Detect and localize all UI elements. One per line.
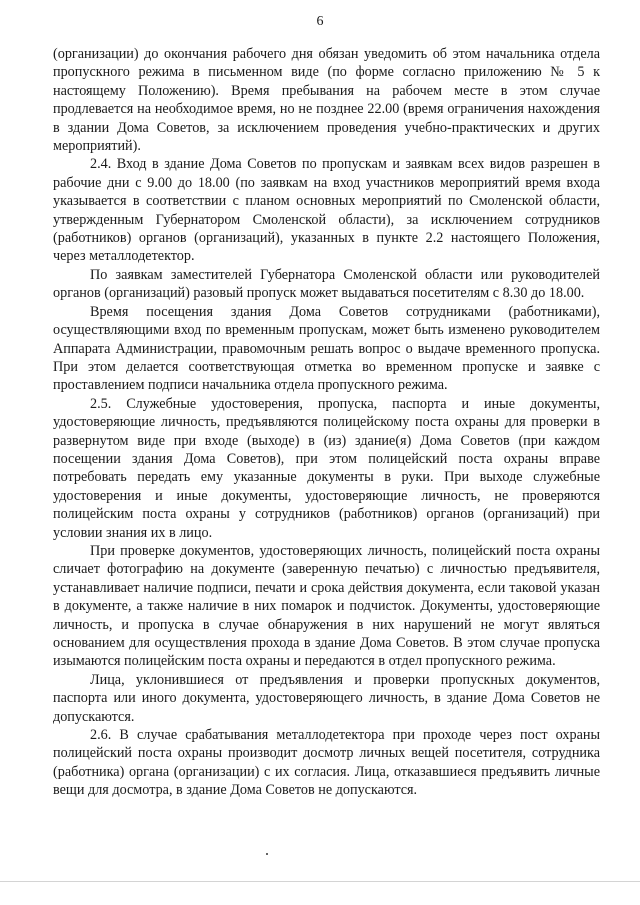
paragraph-document-check: При проверке документов, удостоверяющих личность, полицейский поста охраны сличает фотографию на документе (заверенную печатью) с личностью предъявителя, устанавливает наличие подписи, печати и срока действия документа, если таковой указан в документе, а также наличие в них помарок и подчисток. Документы, удостоверяющие личность, и пропуска в случае обнаружения в них нарушений не могут являться основанием для осуществления прохода в здание Дома Советов. В этом случае пропуска изымаются полицейским поста охраны и передаются в отдел пропускного режима. [53,542,600,670]
paragraph-continuation: (организации) до окончания рабочего дня обязан уведомить об этом начальника отдела пропускного режима в письменном виде (по форме согласно приложению № 5 к настоящему Положению). Время пребывания на рабочем месте в этом случае продлевается на необходимое время, но не позднее 22.00 (время ограничения нахождения в здании Дома Советов, за исключением проведения учебно-практических и других мероприятий). [53,46,600,155]
paragraph-2-5: 2.5. Служебные удостоверения, пропуска, паспорта и иные документы, удостоверяющие личность, предъявляются полицейскому поста охраны для проверки в развернутом виде при входе (выходе) в (из) здание(я) Дома Советов (при каждом посещении здания Дома Советов), при этом полицейский поста охраны вправе потребовать передать ему указанные документы в руки. При выходе служебные удостоверения и иные документы, удостоверяющие личность, не проверяются полицейским поста охраны у сотрудников (работников) органов (организаций) при условии знания их в лицо. [53,395,600,541]
paragraph-2-4: 2.4. Вход в здание Дома Советов по пропускам и заявкам всех видов разрешен в рабочие дни с 9.00 до 18.00 (по заявкам на вход участников мероприятий время входа указывается в соответствии с планом основных мероприятий по Смоленской области, утвержденным Губернатором Смоленской области), за исключением сотрудников (работников) органов (организаций), указанных в пункте 2.2 настоящего Положения, через металлодетектор. [53,156,600,265]
paragraph-deputy-requests: По заявкам заместителей Губернатора Смоленской области или руководителей органов (организаций) разовый пропуск может выдаваться посетителям с 8.30 до 18.00. [53,266,600,302]
paragraph-refusal: Лица, уклонившиеся от предъявления и проверки пропускных документов, паспорта или иного документа, удостоверяющего личность, в здание Дома Советов не допускаются. [53,671,600,725]
page-number: 6 [316,14,324,29]
scan-speck [266,853,268,855]
paragraph-2-6: 2.6. В случае срабатывания металлодетектора при проходе через пост охраны полицейский поста охраны производит досмотр личных вещей посетителя, сотрудника (работника) органа (организации) с их согласия. Лица, отказавшиеся предъявить личные вещи для досмотра, в здание Дома Советов не допускаются. [53,727,600,799]
paragraph-temporary-pass-time: Время посещения здания Дома Советов сотрудниками (работниками), осуществляющими вход по временным пропускам, может быть изменено руководителем Аппарата Администрации, правомочным решать вопрос о выдаче временного пропуска. При этом делается соответствующая отметка во временном пропуске и заявке с проставлением подписи начальника отдела пропускного режима. [53,303,600,394]
page-bottom-edge [0,881,640,882]
document-body [53,45,600,800]
